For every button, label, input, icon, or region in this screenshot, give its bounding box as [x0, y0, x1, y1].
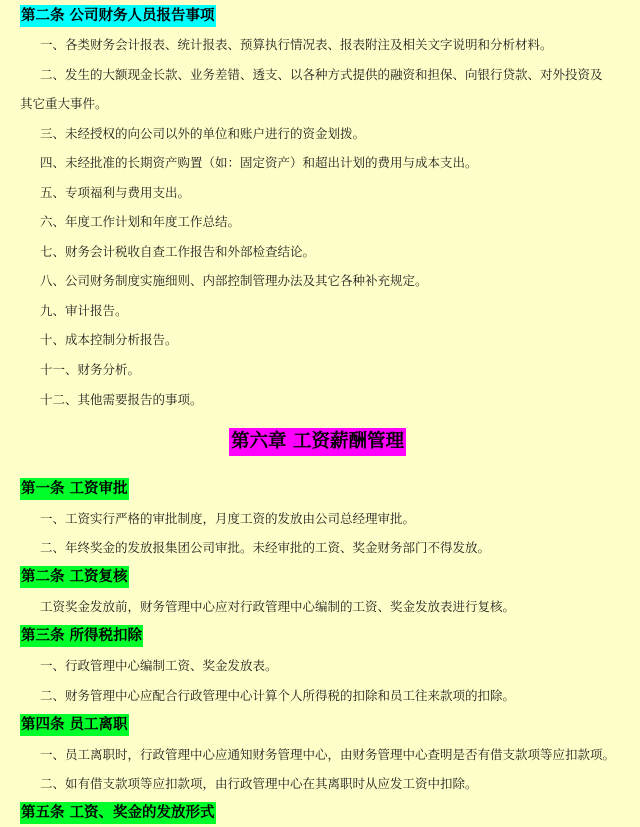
section-heading-income-tax-deduction: 第三条 所得税扣除 — [20, 625, 143, 647]
reporting-item-8: 八、公司财务制度实施细则、内部控制管理办法及其它各种补充规定。 — [40, 273, 428, 288]
section-heading-financial-reporting: 第二条 公司财务人员报告事项 — [20, 5, 216, 27]
chapter-title: 第六章 工资薪酬管理 — [229, 428, 406, 456]
reporting-item-10: 十、成本控制分析报告。 — [40, 332, 178, 347]
reporting-item-2-continued: 其它重大事件。 — [20, 96, 108, 111]
reporting-item-7: 七、财务会计税收自查工作报告和外部检查结论。 — [40, 244, 316, 259]
salary-approval-item-1: 一、工资实行严格的审批制度，月度工资的发放由公司总经理审批。 — [40, 511, 416, 526]
section-heading-salary-approval: 第一条 工资审批 — [20, 478, 129, 500]
income-tax-item-2: 二、财务管理中心应配合行政管理中心计算个人所得税的扣除和员工往来款项的扣除。 — [40, 688, 516, 703]
reporting-item-1: 一、各类财务会计报表、统计报表、预算执行情况表、报表附注及相关文字说明和分析材料。 — [40, 37, 553, 52]
reporting-item-3: 三、未经授权的向公司以外的单位和账户进行的资金划拨。 — [40, 126, 366, 141]
reporting-item-5: 五、专项福利与费用支出。 — [40, 185, 191, 200]
resignation-item-1: 一、员工离职时，行政管理中心应通知财务管理中心，由财务管理中心查明是否有借支款项等应扣款项。 — [40, 747, 616, 762]
reporting-item-9: 九、审计报告。 — [40, 303, 128, 318]
section-heading-payment-form: 第五条 工资、奖金的发放形式 — [20, 802, 216, 824]
section-heading-employee-resignation: 第四条 员工离职 — [20, 714, 129, 736]
section-heading-salary-review: 第二条 工资复核 — [20, 566, 129, 588]
salary-review-item-1: 工资奖金发放前，财务管理中心应对行政管理中心编制的工资、奖金发放表进行复核。 — [40, 599, 516, 614]
income-tax-item-1: 一、行政管理中心编制工资、奖金发放表。 — [40, 658, 278, 673]
reporting-item-6: 六、年度工作计划和年度工作总结。 — [40, 214, 241, 229]
reporting-item-4: 四、未经批准的长期资产购置（如：固定资产）和超出计划的费用与成本支出。 — [40, 155, 478, 170]
reporting-item-11: 十一、财务分析。 — [40, 362, 141, 377]
salary-approval-item-2: 二、年终奖金的发放报集团公司审批。未经审批的工资、奖金财务部门不得发放。 — [40, 540, 491, 555]
reporting-item-12: 十二、其他需要报告的事项。 — [40, 392, 203, 407]
reporting-item-2: 二、发生的大额现金长款、业务差错、透支、以各种方式提供的融资和担保、向银行贷款、对外投资及 — [40, 67, 603, 82]
resignation-item-2: 二、如有借支款项等应扣款项，由行政管理中心在其离职时从应发工资中扣除。 — [40, 776, 478, 791]
